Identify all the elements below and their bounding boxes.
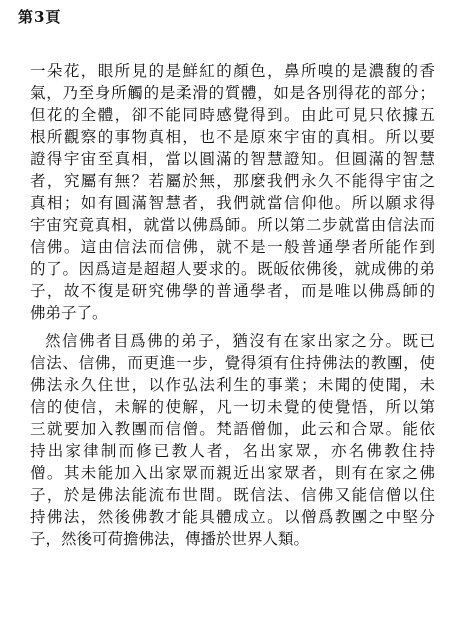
text-line: 信法、信佛，而更進一步，覺得須有住持佛法的教團，使 <box>30 354 435 372</box>
text-line: 氣，乃至身所觸的是柔滑的質體，如是各別得花的部分； <box>30 84 435 102</box>
text-line: 一朵花，眼所見的是鮮紅的顏色，鼻所嗅的是濃馥的香 <box>30 62 435 80</box>
text-line: 然信佛者目爲佛的弟子，猶沒有在家出家之分。既已 <box>45 332 435 350</box>
text-line: 者，究屬有無？若屬於無，那麼我們永久不能得宇宙之 <box>30 172 435 190</box>
text-line: 三就要加入教團而信僧。梵語僧伽，此云和合眾。能依 <box>30 420 435 438</box>
text-line: 宇宙究竟真相，就當以佛爲師。所以第二步就當由信法而 <box>30 216 435 234</box>
text-line: 僧。其未能加入出家眾而親近出家眾者，則有在家之佛 <box>30 464 435 482</box>
text-line: 信佛。這由信法而信佛，就不是一般普通學者所能作到 <box>30 238 435 256</box>
text-line: 根所觀察的事物真相，也不是原來宇宙的真相。所以要 <box>30 128 435 146</box>
paragraph-1 <box>30 60 435 324</box>
text-line: 真相；如有圓滿智慧者，我們就當信仰他。所以願求得 <box>30 194 435 212</box>
text-line: 子，然後可荷擔佛法，傳播於世界人類。 <box>30 530 310 548</box>
text-line: 佛弟子了。 <box>30 304 108 322</box>
text-line: 持佛法，然後佛教才能具體成立。以僧爲教團之中堅分 <box>30 508 435 526</box>
page-body <box>30 60 435 550</box>
text-line: 子，於是佛法能流布世間。既信法、信佛又能信僧以住 <box>30 486 435 504</box>
text-line: 的了。因爲這是超超人要求的。既皈依佛後，就成佛的弟 <box>30 260 435 278</box>
paragraph-2 <box>30 330 435 550</box>
page-header: 第3頁 <box>18 8 62 26</box>
text-line: 證得宇宙至真相，當以圓滿的智慧證知。但圓滿的智慧 <box>30 150 435 168</box>
text-line: 信的使信，未解的使解，凡一切未覺的使覺悟，所以第 <box>30 398 435 416</box>
text-line: 子，故不復是研究佛學的普通學者，而是唯以佛爲師的 <box>30 282 435 300</box>
text-line: 佛法永久住世，以作弘法利生的事業；未聞的使聞，未 <box>30 376 435 394</box>
text-line: 但花的全體，卻不能同時感覺得到。由此可見只依據五 <box>30 106 435 124</box>
text-line: 持出家律制而修已教人者，名出家眾，亦名佛教住持 <box>30 442 435 460</box>
